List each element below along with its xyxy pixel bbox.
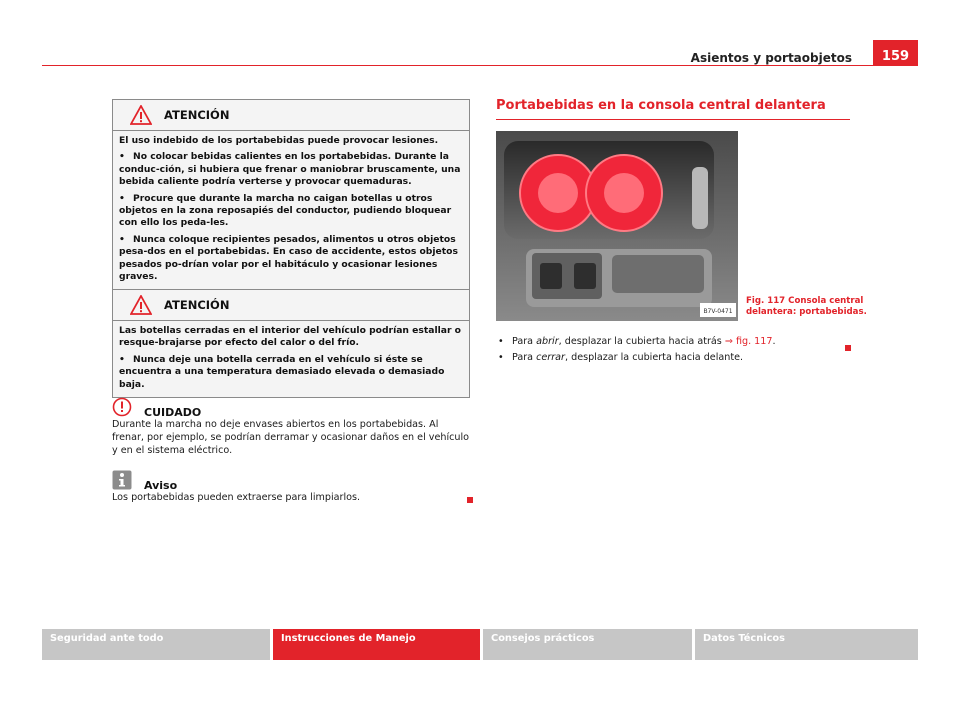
section-title: Portabebidas en la consola central delantera	[496, 98, 826, 113]
figure-caption: Fig. 117 Consola central delantera: portabebidas.	[746, 296, 867, 317]
warning-triangle-icon	[130, 105, 152, 125]
warning-body	[113, 131, 469, 289]
page-number: 159	[873, 40, 918, 66]
warning-box-bottles	[112, 289, 470, 398]
warning-box-misuse	[112, 99, 470, 290]
warning-body	[113, 321, 469, 397]
instruction-step-open: • Para abrir, desplazar la cubierta hacia atrás ⇒ fig. 117.	[498, 336, 776, 347]
section-end-marker	[467, 497, 473, 503]
figure-code: B7V-0471	[703, 308, 733, 315]
warning-item: • Nunca deje una botella cerrada en el vehículo si éste se encuentra a una temperatura demasiado elevada o demasiado baja.	[119, 353, 445, 390]
footer-tab-technical[interactable]: Datos Técnicos	[695, 629, 918, 660]
info-header	[112, 470, 472, 490]
caution-heading: CUIDADO	[144, 405, 202, 419]
warning-heading: ATENCIÓN	[164, 108, 230, 122]
warning-intro: El uso indebido de los portabebidas puede provocar lesiones.	[119, 135, 439, 146]
info-note	[112, 470, 472, 505]
info-icon	[112, 470, 132, 490]
section-end-marker	[845, 345, 851, 351]
warning-intro: Las botellas cerradas en el interior del vehículo podrían estallar o resque-brajarse por efecto del calor o del frío.	[119, 325, 461, 349]
figure-reference-link[interactable]: ⇒ fig. 117	[724, 336, 773, 347]
section-rule	[496, 119, 850, 120]
warning-header	[113, 100, 469, 131]
cupholder-figure	[496, 131, 738, 321]
info-text: Los portabebidas pueden extraerse para limpiarlos.	[112, 492, 361, 503]
warning-item: • No colocar bebidas calientes en los portabebidas. Durante la conduc-ción, si hubiera que frenar o maniobrar bruscamente, una bebida caliente podría verterse y provocar quemaduras.	[119, 151, 461, 188]
warning-item: • Procure que durante la marcha no caigan botellas u otros objetos en la zona reposapiés del conductor, pudiendo bloquear con ello los peda-les.	[119, 192, 452, 229]
info-heading: Aviso	[144, 478, 178, 492]
header-rule	[42, 65, 918, 66]
caution-text: Durante la marcha no deje envases abiertos en los portabebidas. Al frenar, por ejemplo, se podrían derramar y ocasionar daños en el vehículo y en el sistema eléctrico.	[112, 419, 470, 456]
warning-item: • Nunca coloque recipientes pesados, alimentos u otros objetos pesa-dos en el portabebidas. En caso de accidente, estos objetos pesados po-drían volar por el habitáculo y ocasionar lesiones graves.	[119, 233, 458, 283]
instruction-step-close: • Para cerrar, desplazar la cubierta hacia delante.	[498, 352, 744, 363]
footer-tab-safety[interactable]: Seguridad ante todo	[42, 629, 270, 660]
warning-header	[113, 290, 469, 321]
exclamation-circle-icon	[112, 397, 132, 417]
caution-note	[112, 397, 472, 457]
footer-tab-operation[interactable]: Instrucciones de Manejo	[273, 629, 480, 660]
footer-tab-tips[interactable]: Consejos prácticos	[483, 629, 692, 660]
page-header-title: Asientos y portaobjetos	[690, 51, 852, 65]
caution-header	[112, 397, 472, 417]
warning-triangle-icon	[130, 295, 152, 315]
warning-heading: ATENCIÓN	[164, 298, 230, 312]
